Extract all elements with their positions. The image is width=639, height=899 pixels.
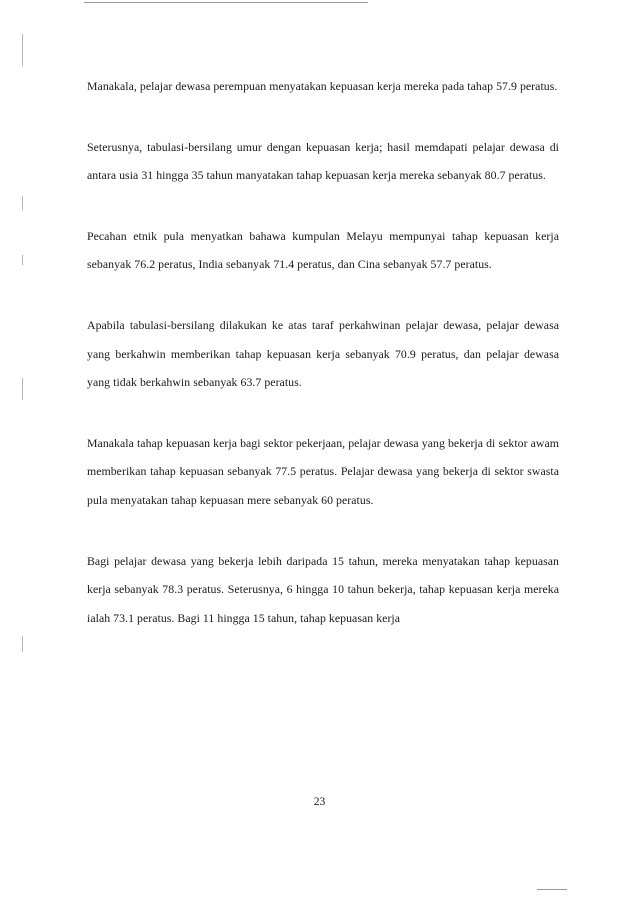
bottom-scan-rule	[537, 889, 567, 890]
margin-scan-mark	[22, 196, 23, 210]
paragraph: Bagi pelajar dewasa yang bekerja lebih daripada 15 tahun, mereka menyatakan tahap kepuasan kerja sebanyak 78.3 peratus. Seterusnya, 6 hingga 10 tahun bekerja, tahap kepuasan kerja mereka ialah 73.1 peratus. Bagi 11 hingga 15 tahun, tahap kepuasan kerja	[87, 553, 559, 625]
paragraph: Apabila tabulasi-bersilang dilakukan ke atas taraf perkahwinan pelajar dewasa, pelajar dewasa yang berkahwin memberikan tahap kepuasan kerja sebanyak 70.9 peratus, dan pelajar dewasa yang tidak berkahwin sebanyak 63.7 peratus.	[87, 317, 559, 390]
paragraph: Seterusnya, tabulasi-bersilang umur dengan kepuasan kerja; hasil memdapati pelajar dewasa di antara usia 31 hingga 35 tahun manyatakan tahap kepuasan kerja mereka sebanyak 80.7 peratus.	[87, 139, 559, 183]
margin-scan-mark	[22, 378, 23, 400]
document-body	[87, 72, 559, 632]
paragraph: Manakala, pelajar dewasa perempuan menyatakan kepuasan kerja mereka pada tahap 57.9 peratus.	[87, 79, 558, 93]
top-scan-rule	[84, 2, 368, 3]
paragraph: Pecahan etnik pula menyatkan bahawa kumpulan Melayu mempunyai tahap kepuasan kerja sebanyak 76.2 peratus, India sebanyak 71.4 peratus, dan Cina sebanyak 57.7 peratus.	[87, 228, 559, 272]
margin-scan-mark	[22, 255, 23, 265]
margin-scan-mark	[22, 636, 23, 652]
margin-scan-mark	[22, 34, 23, 66]
paragraph: Manakala tahap kepuasan kerja bagi sektor pekerjaan, pelajar dewasa yang bekerja di sektor awam memberikan tahap kepuasan sebanyak 77.5 peratus. Pelajar dewasa yang bekerja di sektor swasta pula menyatakan tahap kepuasan mere sebanyak 60 peratus.	[87, 435, 559, 507]
page-number: 23	[313, 796, 326, 808]
